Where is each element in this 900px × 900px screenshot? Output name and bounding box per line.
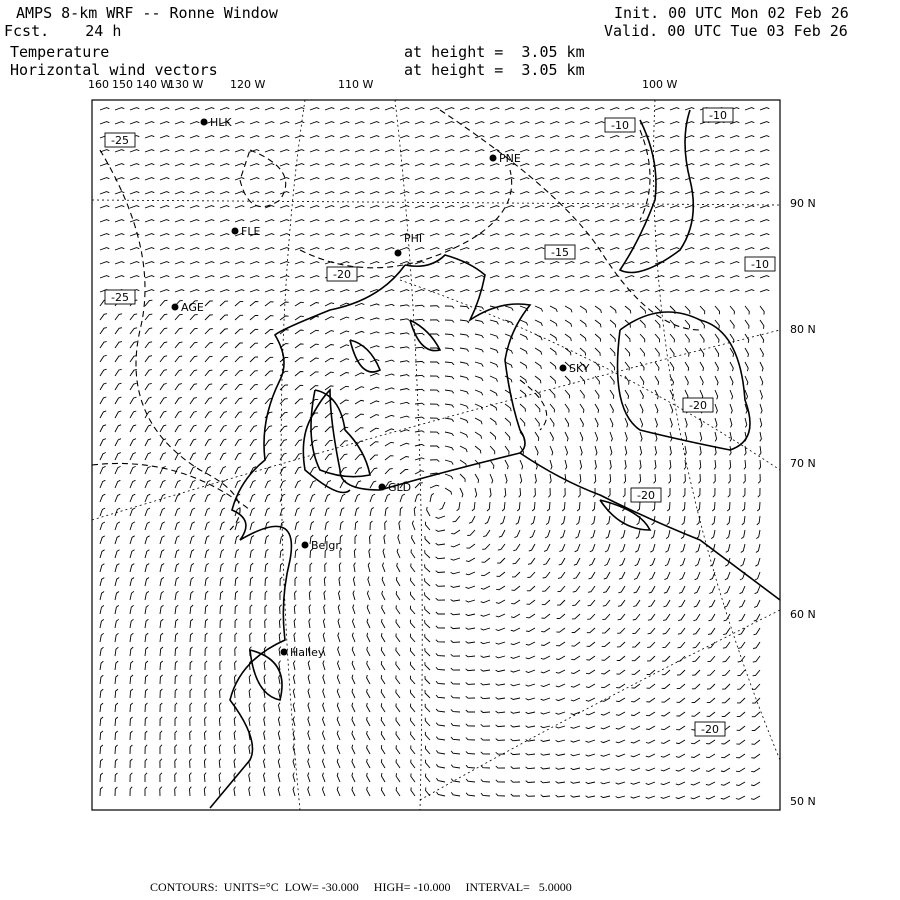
map-title: AMPS 8-km WRF -- Ronne Window: [16, 4, 278, 22]
contour-label: [745, 257, 775, 271]
contour-label: [683, 398, 713, 412]
field-temperature: Temperature: [10, 43, 110, 61]
longitude-label: 120 W: [230, 78, 266, 91]
station-label: Halley: [290, 646, 325, 659]
parallel: [92, 330, 780, 520]
longitude-label: 160: [88, 78, 109, 91]
station-halley: [281, 646, 325, 659]
init-time: Init. 00 UTC Mon 02 Feb 26: [614, 4, 849, 22]
parallel: [420, 610, 780, 800]
longitude-label: 140 W: [136, 78, 172, 91]
station-label: PNE: [499, 152, 521, 165]
station-sky: [560, 362, 590, 375]
svg-text:-15: -15: [551, 246, 569, 259]
coastline-bellingshausen: [618, 312, 751, 450]
svg-text:-20: -20: [701, 723, 719, 736]
station-label: GLD: [388, 481, 412, 494]
wind-vector-field: [100, 108, 769, 800]
latitude-label: 90 N: [790, 197, 816, 210]
field-wind: Horizontal wind vectors: [10, 61, 218, 79]
contour-label: [105, 133, 135, 147]
contour-legend: CONTOURS: UNITS=°C LOW= -30.000 HIGH= -10.000 INTERVAL= 5.0000: [150, 880, 572, 894]
height-2: at height = 3.05 km: [404, 61, 585, 79]
longitude-label: 110 W: [338, 78, 374, 91]
contour-label: [605, 118, 635, 132]
latitude-label: 70 N: [790, 457, 816, 470]
latitude-label: 80 N: [790, 323, 816, 336]
svg-text:-10: -10: [709, 109, 727, 122]
longitude-label: 150: [112, 78, 133, 91]
island: [350, 340, 380, 372]
svg-text:-20: -20: [637, 489, 655, 502]
contour-label: [545, 245, 575, 259]
wind-vectors: [100, 108, 769, 800]
station-label: AGE: [181, 301, 204, 314]
contour-label: [105, 290, 135, 304]
svg-text:-20: -20: [689, 399, 707, 412]
station-label: PHI: [404, 232, 423, 245]
svg-text:-25: -25: [111, 291, 129, 304]
station-label: Belgr.: [311, 539, 343, 552]
station-label: FLE: [241, 225, 261, 238]
longitude-label: 100 W: [642, 78, 678, 91]
station-gld: [379, 481, 412, 494]
station-belgr: [302, 539, 343, 552]
svg-text:-20: -20: [333, 268, 351, 281]
contour-label: [703, 108, 733, 122]
contour-label: [631, 488, 661, 502]
station-phi: [395, 232, 423, 257]
contour-label: [695, 722, 725, 736]
latitude-label: 60 N: [790, 608, 816, 621]
contour-line: [100, 150, 240, 530]
longitude-labels: [88, 78, 677, 91]
station-pne: [490, 152, 521, 165]
valid-time: Valid. 00 UTC Tue 03 Feb 26: [604, 22, 848, 40]
contour-line: [300, 170, 512, 268]
longitude-label: 130 W: [168, 78, 204, 91]
height-1: at height = 3.05 km: [404, 43, 585, 61]
station-age: [172, 301, 204, 314]
latitude-labels: [790, 197, 816, 808]
station-label: SKY: [569, 362, 590, 375]
station-markers: [172, 116, 590, 659]
station-label: HLK: [210, 116, 232, 129]
station-hlk: [201, 116, 233, 129]
contour-label: [327, 267, 357, 281]
contour-line: [240, 150, 286, 207]
parallel: [400, 280, 780, 470]
svg-text:-10: -10: [611, 119, 629, 132]
svg-text:-10: -10: [751, 258, 769, 271]
island: [250, 650, 282, 700]
parallel: [92, 200, 780, 205]
forecast-hour: Fcst. 24 h: [4, 22, 122, 40]
latitude-label: 50 N: [790, 795, 816, 808]
svg-text:-25: -25: [111, 134, 129, 147]
temperature-contours: [92, 110, 700, 530]
